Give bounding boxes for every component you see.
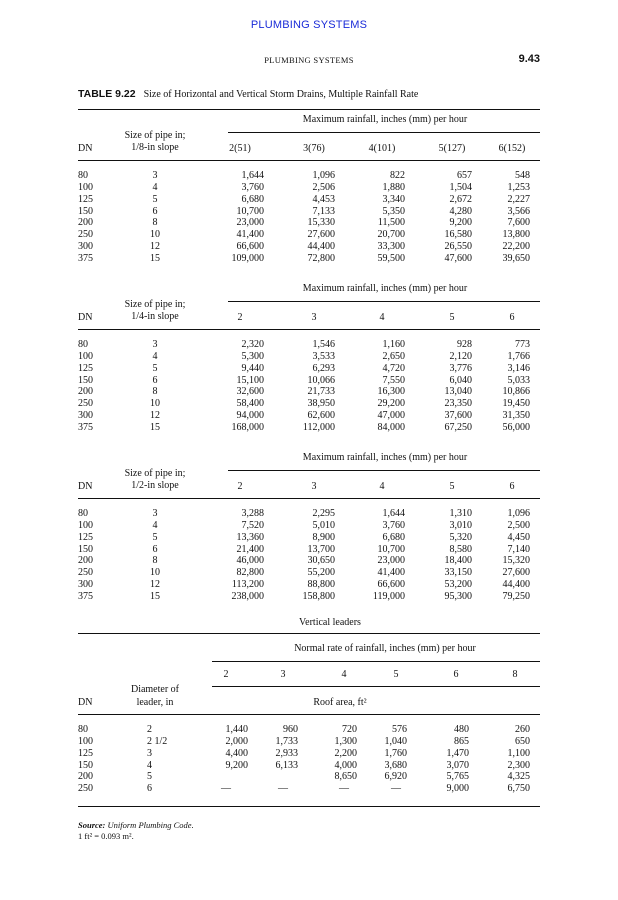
data-cell: 72,800 [307, 252, 335, 264]
size-cell: 15 [150, 421, 160, 433]
column-header: 5 [449, 481, 455, 492]
leaders-data-cell: 9,200 [225, 759, 248, 771]
column-header: 3(76) [303, 143, 325, 154]
data-cell: 66,600 [236, 241, 264, 253]
data-cell: 2,506 [312, 181, 335, 193]
leaders-data-cell: 1,470 [446, 747, 469, 759]
leaders-data-cell: 480 [454, 724, 469, 735]
data-cell: 5,350 [382, 205, 405, 217]
data-cell: 548 [515, 170, 530, 181]
data-cell: 4,450 [507, 531, 530, 543]
dn-cell: 80 [78, 339, 88, 350]
data-cell: 112,000 [302, 421, 335, 433]
column-header: 6 [509, 481, 515, 492]
section-super-header: Maximum rainfall, inches (mm) per hour [302, 283, 468, 294]
data-cell: 657 [457, 170, 472, 181]
leaders-data-cell: 1,100 [507, 747, 530, 759]
size-cell: 12 [150, 410, 160, 422]
diameter-cell: 4 [147, 759, 152, 771]
leaders-col-rule [212, 686, 540, 687]
data-cell: 1,644 [241, 170, 264, 181]
data-cell: 18,400 [444, 555, 472, 567]
size-cell: 5 [152, 531, 158, 543]
data-cell: 113,200 [231, 579, 264, 591]
column-header: 6(152) [498, 143, 526, 154]
page-number: 9.43 [518, 53, 540, 65]
column-header: 2(51) [229, 143, 251, 154]
conversion-note: 1 ft² = 0.093 m². [78, 831, 134, 841]
data-cell: 109,000 [231, 252, 264, 264]
leaders-data-cell: 4,000 [334, 759, 357, 771]
dn-cell: 375 [78, 252, 93, 264]
leaders-column-header: 8 [512, 669, 518, 680]
leaders-data-cell: 6,750 [507, 783, 530, 795]
leaders-data-cell: 2,200 [334, 747, 357, 759]
data-cell: 13,800 [502, 229, 530, 241]
size-cell: 6 [152, 205, 158, 217]
dn-cell: 100 [78, 519, 93, 531]
data-cell: 66,600 [377, 579, 405, 591]
data-cell: 37,600 [444, 410, 472, 422]
dn-cell: 100 [78, 181, 93, 193]
leaders-title: Vertical leaders [299, 617, 361, 628]
dn-cell: 125 [78, 193, 93, 205]
data-cell: 158,800 [302, 590, 335, 602]
diameter-cell: 6 [147, 783, 152, 795]
leaders-data-cell: 9,000 [446, 783, 469, 795]
column-header: 3 [311, 312, 317, 323]
leaders-data-cell: 8,650 [334, 771, 357, 783]
diameter-header: Diameter of [130, 684, 180, 695]
data-cell: 15,320 [502, 555, 530, 567]
leaders-top-rule [78, 633, 540, 634]
data-cell: 31,350 [502, 410, 530, 422]
data-cell: 7,600 [507, 217, 530, 229]
size-header: 1/4-in slope [131, 311, 179, 322]
data-cell: 10,066 [307, 374, 335, 386]
size-cell: 8 [152, 386, 158, 398]
table-title [78, 88, 418, 100]
data-cell: 15,330 [307, 217, 335, 229]
dn-cell: 200 [78, 771, 93, 783]
data-cell: 22,200 [502, 241, 530, 253]
column-header: 4 [379, 312, 385, 323]
column-header: 2 [237, 481, 243, 492]
dn-cell: 300 [78, 579, 93, 591]
size-cell: 3 [152, 339, 158, 350]
leaders-data-cell: — [278, 783, 288, 795]
data-cell: 62,600 [307, 410, 335, 422]
data-cell: 773 [515, 339, 530, 350]
data-cell: 84,000 [377, 421, 405, 433]
data-cell: 3,760 [241, 181, 264, 193]
source-label: Source: [78, 820, 106, 830]
leaders-data-cell: 6,920 [384, 771, 407, 783]
size-header: Size of pipe in; [124, 468, 186, 479]
dn-cell: 80 [78, 724, 88, 735]
data-cell: 6,680 [382, 531, 405, 543]
super-header-rule [228, 301, 540, 302]
size-cell: 6 [152, 374, 158, 386]
size-cell: 8 [152, 555, 158, 567]
dn-header: DN [78, 143, 93, 154]
data-cell: 33,150 [444, 567, 472, 579]
dn-cell: 125 [78, 362, 93, 374]
dn-cell: 150 [78, 759, 93, 771]
column-header: 6 [509, 312, 515, 323]
size-cell: 6 [152, 543, 158, 555]
dn-header: DN [78, 481, 93, 492]
data-cell: 1,160 [382, 339, 405, 350]
size-header: Size of pipe in; [124, 299, 186, 310]
data-cell: 1,096 [312, 170, 335, 181]
size-cell: 10 [150, 398, 160, 410]
data-cell: 7,520 [241, 519, 264, 531]
leaders-header-rule [78, 714, 540, 715]
data-cell: 21,733 [307, 386, 335, 398]
data-cell: 32,600 [236, 386, 264, 398]
data-cell: 1,644 [382, 508, 405, 519]
dn-cell: 150 [78, 205, 93, 217]
column-header: 5(127) [438, 143, 466, 154]
data-cell: 6,293 [312, 362, 335, 374]
data-cell: 10,866 [502, 386, 530, 398]
data-cell: 5,033 [507, 374, 530, 386]
data-cell: 2,295 [312, 508, 335, 519]
data-cell: 6,040 [449, 374, 472, 386]
data-cell: 55,200 [307, 567, 335, 579]
data-cell: 38,950 [307, 398, 335, 410]
super-header-rule [228, 470, 540, 471]
leaders-column-header: 5 [393, 669, 399, 680]
leaders-data-cell: 1,760 [384, 747, 407, 759]
diameter-cell: 2 [147, 724, 152, 735]
data-cell: 6,680 [241, 193, 264, 205]
data-cell: 3,146 [507, 362, 530, 374]
leaders-data-cell: — [221, 783, 231, 795]
section-super-header: Maximum rainfall, inches (mm) per hour [302, 114, 468, 125]
data-cell: 20,700 [377, 229, 405, 241]
size-header: 1/2-in slope [131, 480, 179, 491]
data-cell: 4,280 [449, 205, 472, 217]
column-header: 5 [449, 312, 455, 323]
data-cell: 2,672 [449, 193, 472, 205]
size-header: Size of pipe in; [124, 130, 186, 141]
data-cell: 44,400 [307, 241, 335, 253]
data-cell: 1,504 [449, 181, 472, 193]
data-cell: 44,400 [502, 579, 530, 591]
data-cell: 23,350 [444, 398, 472, 410]
diameter-cell: 2 1/2 [147, 735, 168, 747]
data-cell: 95,300 [444, 590, 472, 602]
data-cell: 15,100 [236, 374, 264, 386]
leaders-data-cell: 1,440 [225, 724, 248, 735]
data-cell: 13,360 [236, 531, 264, 543]
source-text: Uniform Plumbing Code. [107, 820, 194, 830]
size-cell: 4 [152, 181, 158, 193]
data-cell: 1,253 [507, 181, 530, 193]
header-rule [78, 498, 540, 499]
size-cell: 4 [152, 519, 158, 531]
leaders-data-cell: — [391, 783, 401, 795]
data-cell: 27,600 [502, 567, 530, 579]
dn-cell: 250 [78, 229, 93, 241]
data-cell: 82,800 [236, 567, 264, 579]
data-cell: 119,000 [372, 590, 405, 602]
leaders-data-cell: 576 [392, 724, 407, 735]
data-cell: 16,300 [377, 386, 405, 398]
data-cell: 30,650 [307, 555, 335, 567]
data-cell: 47,600 [444, 252, 472, 264]
data-cell: 1,546 [312, 339, 335, 350]
leaders-data-cell: 4,325 [507, 771, 530, 783]
dn-cell: 300 [78, 410, 93, 422]
data-cell: 13,040 [444, 386, 472, 398]
leaders-data-cell: 1,300 [334, 735, 357, 747]
data-cell: 238,000 [231, 590, 264, 602]
column-header: 3 [311, 481, 317, 492]
running-head: PLUMBING SYSTEMS [264, 55, 354, 65]
super-header-rule [228, 132, 540, 133]
dn-cell: 150 [78, 543, 93, 555]
data-cell: 4,720 [382, 362, 405, 374]
data-cell: 3,288 [241, 508, 264, 519]
data-cell: 9,200 [449, 217, 472, 229]
data-cell: 2,500 [507, 519, 530, 531]
diameter-header: leader, in [136, 697, 174, 708]
data-cell: 1,096 [507, 508, 530, 519]
page-header-link[interactable]: PLUMBING SYSTEMS [250, 19, 368, 31]
data-cell: 94,000 [236, 410, 264, 422]
dn-cell: 250 [78, 567, 93, 579]
leaders-data-cell: — [339, 783, 349, 795]
leaders-data-cell: 2,300 [507, 759, 530, 771]
leaders-data-cell: 1,733 [275, 735, 298, 747]
data-cell: 5,010 [312, 519, 335, 531]
data-cell: 3,533 [312, 350, 335, 362]
leaders-data-cell: 650 [515, 735, 530, 747]
data-cell: 10,700 [236, 205, 264, 217]
data-cell: 46,000 [236, 555, 264, 567]
leaders-column-header: 3 [280, 669, 286, 680]
data-cell: 5,320 [449, 531, 472, 543]
leaders-data-cell: 6,133 [275, 759, 298, 771]
data-cell: 11,500 [377, 217, 405, 229]
data-cell: 23,000 [377, 555, 405, 567]
leaders-data-cell: 865 [454, 735, 469, 747]
header-rule [78, 160, 540, 161]
data-cell: 58,400 [236, 398, 264, 410]
data-cell: 7,133 [312, 205, 335, 217]
size-cell: 4 [152, 350, 158, 362]
data-cell: 3,760 [382, 519, 405, 531]
size-cell: 3 [152, 170, 158, 181]
section-super-header: Maximum rainfall, inches (mm) per hour [302, 452, 468, 463]
dn-cell: 300 [78, 241, 93, 253]
column-header: 4(101) [368, 143, 396, 154]
size-cell: 5 [152, 362, 158, 374]
data-cell: 8,580 [449, 543, 472, 555]
dn-cell: 80 [78, 170, 88, 181]
data-cell: 67,250 [444, 421, 472, 433]
dn-cell: 375 [78, 421, 93, 433]
leaders-data-cell: 3,680 [384, 759, 407, 771]
size-cell: 12 [150, 241, 160, 253]
leaders-data-cell: 260 [515, 724, 530, 735]
leaders-column-header: 6 [453, 669, 459, 680]
data-cell: 3,776 [449, 362, 472, 374]
dn-cell: 125 [78, 531, 93, 543]
size-cell: 3 [152, 508, 158, 519]
table-caption: Size of Horizontal and Vertical Storm Drains, Multiple Rainfall Rate [143, 89, 419, 100]
data-cell: 88,800 [307, 579, 335, 591]
data-cell: 3,010 [449, 519, 472, 531]
data-cell: 928 [457, 339, 472, 350]
data-cell: 8,900 [312, 531, 335, 543]
dn-header: DN [78, 697, 93, 708]
dn-cell: 250 [78, 398, 93, 410]
data-cell: 2,227 [507, 193, 530, 205]
size-cell: 10 [150, 567, 160, 579]
data-cell: 59,500 [377, 252, 405, 264]
data-cell: 7,140 [507, 543, 530, 555]
leaders-column-header: 2 [223, 669, 229, 680]
data-cell: 21,400 [236, 543, 264, 555]
data-cell: 7,550 [382, 374, 405, 386]
data-cell: 822 [390, 170, 405, 181]
dn-cell: 150 [78, 374, 93, 386]
data-cell: 1,766 [507, 350, 530, 362]
leaders-super-header: Normal rate of rainfall, inches (mm) per hour [294, 643, 476, 654]
data-cell: 168,000 [231, 421, 264, 433]
data-cell: 13,700 [307, 543, 335, 555]
column-header: 4 [379, 481, 385, 492]
leaders-data-cell: 2,933 [275, 747, 298, 759]
data-cell: 56,000 [502, 421, 530, 433]
dn-cell: 125 [78, 747, 93, 759]
table-source [78, 820, 194, 842]
data-cell: 1,880 [382, 181, 405, 193]
header-rule [78, 329, 540, 330]
data-cell: 27,600 [307, 229, 335, 241]
roof-area-header: Roof area, ft² [313, 697, 367, 708]
size-cell: 5 [152, 193, 158, 205]
data-cell: 23,000 [236, 217, 264, 229]
data-cell: 19,450 [502, 398, 530, 410]
dn-cell: 200 [78, 386, 93, 398]
leaders-column-header: 4 [341, 669, 347, 680]
dn-cell: 200 [78, 217, 93, 229]
leaders-data-cell: 1,040 [384, 735, 407, 747]
dn-cell: 100 [78, 350, 93, 362]
leaders-data-cell: 720 [342, 724, 357, 735]
leaders-data-cell: 5,765 [446, 771, 469, 783]
dn-cell: 80 [78, 508, 88, 519]
leaders-data-cell: 3,070 [446, 759, 469, 771]
size-cell: 10 [150, 229, 160, 241]
diameter-cell: 3 [147, 747, 152, 759]
data-cell: 3,340 [382, 193, 405, 205]
data-cell: 33,300 [377, 241, 405, 253]
diameter-cell: 5 [147, 771, 152, 783]
size-cell: 15 [150, 590, 160, 602]
data-cell: 2,120 [449, 350, 472, 362]
data-cell: 1,310 [449, 508, 472, 519]
leaders-data-cell: 4,400 [225, 747, 248, 759]
dn-cell: 250 [78, 783, 93, 795]
size-header: 1/8-in slope [131, 142, 179, 153]
column-header: 2 [237, 312, 243, 323]
data-cell: 4,453 [312, 193, 335, 205]
size-cell: 8 [152, 217, 158, 229]
dn-header: DN [78, 312, 93, 323]
data-cell: 5,300 [241, 350, 264, 362]
data-cell: 53,200 [444, 579, 472, 591]
data-cell: 2,650 [382, 350, 405, 362]
table-label: TABLE 9.22 [78, 88, 136, 100]
table-top-rule [78, 109, 540, 110]
size-cell: 12 [150, 579, 160, 591]
dn-cell: 200 [78, 555, 93, 567]
data-cell: 47,000 [377, 410, 405, 422]
leaders-data-cell: 2,000 [225, 735, 248, 747]
data-cell: 41,400 [377, 567, 405, 579]
size-cell: 15 [150, 252, 160, 264]
table-bottom-rule [78, 806, 540, 807]
data-cell: 39,650 [502, 252, 530, 264]
dn-cell: 375 [78, 590, 93, 602]
data-cell: 16,580 [444, 229, 472, 241]
leaders-data-cell: 960 [283, 724, 298, 735]
data-cell: 3,566 [507, 205, 530, 217]
data-cell: 79,250 [502, 590, 530, 602]
dn-cell: 100 [78, 735, 93, 747]
data-cell: 9,440 [241, 362, 264, 374]
data-cell: 41,400 [236, 229, 264, 241]
leaders-super-rule [212, 661, 540, 662]
data-cell: 10,700 [377, 543, 405, 555]
data-cell: 29,200 [377, 398, 405, 410]
data-cell: 26,550 [444, 241, 472, 253]
data-cell: 2,320 [241, 339, 264, 350]
